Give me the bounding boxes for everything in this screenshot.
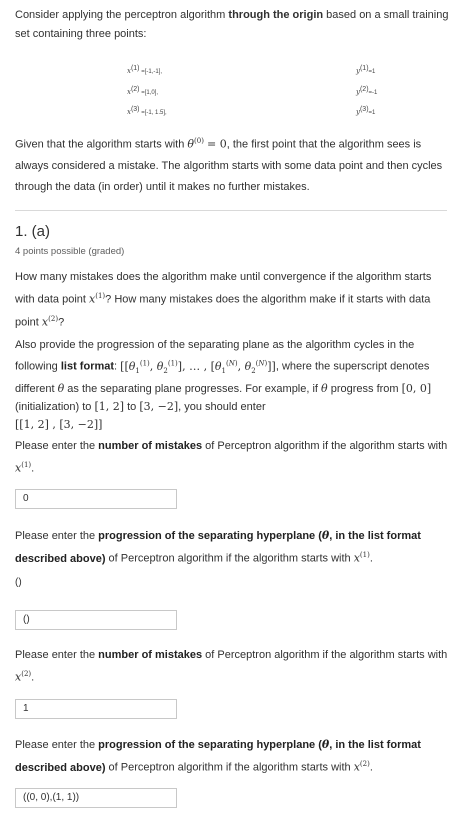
field2-prompt: Please enter the progression of the separating hyperplane (θ, in the list format described above) of Perceptron algorithm if the algorithm starts with $x^{(1)}$. — [15, 529, 421, 565]
question-progression: Also provide the progression of the separating plane as the algorithm cycles in the following list format: [[$\theta_1^{(1)}$, $\theta_2^{(1)}$], … , [$\theta_1^{(N)}$, $\theta_2^{(N)}$]], where the superscript denotes different θ as the separating plane progresses. For example, if θ progress from [0, 0] (initialization) to [1, 2] to [3, −2], you should enter [[1, 2] , [3, −2]] — [15, 339, 432, 431]
field3-prompt: Please enter the number of mistakes of Perceptron algorithm if the algorithm starts with $x^{(2)}$. — [15, 649, 448, 684]
field2-feedback: () — [15, 577, 22, 588]
field4-prompt: Please enter the progression of the separating hyperplane (θ, in the list format described above) of Perceptron algorithm if the algorithm starts with $x^{(2)}$. — [15, 738, 421, 774]
label-y3: $y^{(3)}=1$ — [356, 106, 376, 116]
mistakes-x2-input[interactable]: 1 — [15, 699, 177, 719]
point-x3: $x^{(3)} =[-1$, 1.5], — [127, 106, 167, 116]
progression-x2-input[interactable]: ((0, 0),(1, 1)) — [15, 788, 177, 808]
progression-x1-input[interactable]: () — [15, 610, 177, 630]
label-y1: $y^{(1)}=1$ — [356, 65, 376, 75]
given-text: Given that the algorithm starts with $\theta^{(0)} = 0$, the first point that the algorithm sees is always considered a mistake. The algorithm starts with some data point and then cycles through the data (in order) until it makes no further mistakes. — [15, 137, 443, 193]
intro-bold: through the origin — [228, 9, 324, 21]
intro-text: Consider applying the perceptron algorithm through the origin based on a small training set containing three points: — [15, 9, 449, 40]
point-x2: $x^{(2)} =[1,0]$, — [127, 86, 159, 96]
problem-title: 1. (a) — [15, 223, 51, 240]
question-mistakes: How many mistakes does the algorithm make until convergence if the algorithm starts with data point $x^{(1)}$? How many mistakes does the algorithm make if it starts with data point $x^{(2)}$? — [15, 271, 432, 329]
label-y2: $y^{(2)}=-1$ — [356, 86, 378, 96]
field1-prompt: Please enter the number of mistakes of Perceptron algorithm if the algorithm starts with $x^{(1)}$. — [15, 440, 448, 475]
divider — [15, 210, 447, 211]
mistakes-x1-input[interactable]: 0 — [15, 489, 177, 509]
graded-label: 4 points possible (graded) — [15, 246, 125, 257]
point-x1: $x^{(1)} =[-1,-1]$, — [127, 65, 163, 75]
